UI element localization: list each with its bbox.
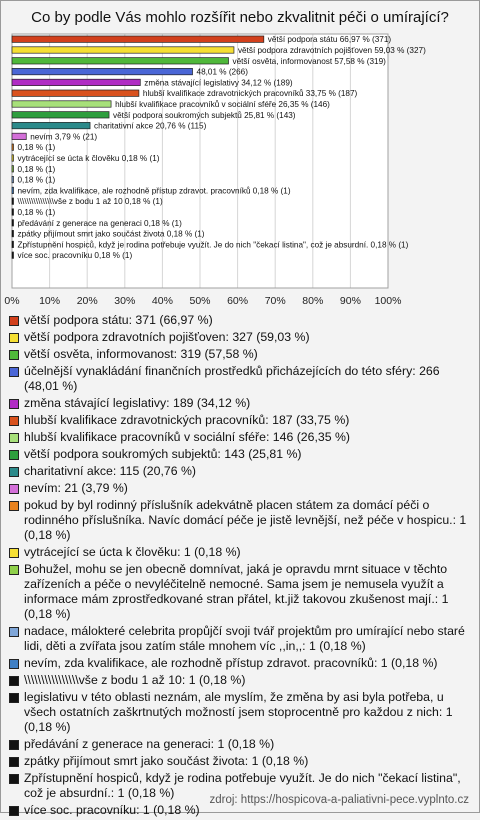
bar (12, 187, 14, 193)
legend-swatch (9, 484, 19, 494)
x-tick-label: 40% (151, 295, 173, 307)
bar (12, 122, 90, 128)
legend-label: pokud by byl rodinný příslušník adekvátně placen státem za domácí péči o rodinného příslušníka. Navíc domácí péče je jistě levnější, než péče v hospicu.: 1 (0,18 %) (24, 498, 467, 542)
bar (12, 252, 14, 258)
legend-label: zpátky přijímout smrt jako součást života: 1 (0,18 %) (24, 754, 309, 768)
bar (12, 90, 139, 96)
bar (12, 79, 140, 85)
legend-label: vytrácející se úcta k člověku: 1 (0,18 %) (24, 545, 241, 559)
bar (12, 220, 14, 226)
bar-label: zpátky přijímout smrt jako součást života 0,18 % (1) (17, 229, 205, 239)
legend-item (9, 690, 475, 735)
legend-label: charitativní akce: 115 (20,76 %) (24, 464, 197, 478)
x-tick-label: 70% (264, 295, 286, 307)
legend-label: Zpřístupnění hospiců, když je rodina potřebuje využít. Je do nich "čekací listina", což je absurdní.: 1 (0,18 %) (24, 771, 461, 800)
legend-swatch (9, 501, 19, 511)
legend-item (9, 413, 475, 428)
bar (12, 47, 234, 53)
legend-item (9, 347, 475, 362)
legend-item (9, 430, 475, 445)
legend-label: hlubší kvalifikace zdravotnických pracovníků: 187 (33,75 %) (24, 413, 350, 427)
bar-label: nevím 3,79 % (21) (30, 132, 98, 142)
legend-item (9, 656, 475, 671)
legend-label: větší podpora soukromých subjektů: 143 (25,81 %) (24, 447, 302, 461)
legend-item (9, 396, 475, 411)
bar (12, 166, 14, 172)
legend-swatch (9, 433, 19, 443)
bar (12, 101, 111, 107)
bar-label: hlubší kvalifikace pracovníků v sociální sféře 26,35 % (146) (115, 100, 330, 109)
legend-item (9, 754, 475, 769)
x-tick-label: 30% (114, 295, 136, 307)
legend-item (9, 673, 475, 688)
legend-swatch (9, 659, 19, 669)
legend-swatch (9, 806, 19, 816)
bar-label: větší podpora státu 66,97 % (371) (267, 35, 392, 45)
x-tick-label: 90% (339, 295, 361, 307)
legend-swatch (9, 367, 19, 377)
x-tick-label: 10% (39, 295, 61, 307)
bar (12, 241, 14, 247)
legend-label: legislativu v této oblasti neznám, ale myslím, že změna by asi byla potřeba, u všech ostatních zaškrtnutých možností jsem stoprocentně pro každou z nich: 1 (0,18 %) (24, 690, 453, 734)
bar-label: větší osvěta, informovanost 57,58 % (319) (232, 56, 386, 66)
bar-label: \\\\\\\\\\\\\\\\vše z bodu 1 až 10 0,18 % (1) (17, 197, 163, 207)
bar-chart-plot (1, 1, 479, 311)
bar (12, 198, 14, 204)
bar-label: hlubší kvalifikace zdravotnických pracovníků 33,75 % (187) (142, 89, 358, 99)
legend-swatch (9, 416, 19, 426)
legend-swatch (9, 565, 19, 575)
legend-swatch (9, 333, 19, 343)
legend-label: větší podpora zdravotních pojišťoven: 327 (59,03 %) (24, 330, 310, 344)
bar-label: vytrácející se úcta k člověku 0,18 % (1) (17, 154, 160, 163)
legend-label: nadace, málokteré celebrita propůjčí svoji tvář projektům pro umírající nebo staré lidi, děti a zvířata jsou zatím stále mnohem víc ,,in,,: 1 (0,18 %) (24, 624, 465, 653)
legend-label: účelnější vynakládání finančních prostředků přicházejících do této sféry: 266 (48,01 %) (24, 364, 440, 393)
chart-legend (9, 313, 475, 820)
x-tick-label: 80% (302, 295, 324, 307)
x-tick-label: 50% (189, 295, 211, 307)
bar-label: větší podpora soukromých subjektů 25,81 % (143) (113, 110, 296, 120)
chart-title: Co by podle Vás mohlo rozšířit nebo zkvalitnit péči o umírající? (31, 9, 449, 26)
bar-label: 0,18 % (1) (17, 143, 56, 153)
bar (12, 112, 109, 118)
legend-swatch (9, 676, 19, 686)
legend-label: větší osvěta, informovanost: 319 (57,58 %) (24, 347, 258, 361)
legend-label: více soc. pracovníku: 1 (0,18 %) (24, 803, 200, 817)
bar-label: 0,18 % (1) (17, 208, 56, 217)
legend-label: předávání z generace na generaci: 1 (0,18 %) (24, 737, 275, 751)
legend-item (9, 562, 475, 622)
bar (12, 176, 14, 182)
legend-item (9, 447, 475, 462)
bar-label: předávání z generace na generaci 0,18 % (1) (17, 218, 182, 228)
legend-item (9, 498, 475, 543)
legend-swatch (9, 757, 19, 767)
legend-swatch (9, 467, 19, 477)
x-tick-label: 0% (4, 295, 20, 307)
legend-label: větší podpora státu: 371 (66,97 %) (24, 313, 213, 327)
bar (12, 209, 14, 215)
legend-swatch (9, 693, 19, 703)
bar-label: Zpřístupnění hospiců, když je rodina potřebuje využít. Je do nich "čekací listina", což je absurdní. 0,18 % (1) (17, 240, 409, 250)
legend-item (9, 464, 475, 479)
bar (12, 58, 229, 64)
bar (12, 68, 193, 74)
bar-label: větší podpora zdravotních pojišťoven 59,03 % (327) (237, 46, 426, 55)
bar (12, 155, 14, 161)
legend-label: \\\\\\\\\\\\\\\\vše z bodu 1 až 10: 1 (0,18 %) (24, 673, 246, 687)
legend-label: hlubší kvalifikace pracovníků v sociální sféře: 146 (26,35 %) (24, 430, 351, 444)
legend-item (9, 364, 475, 394)
bar (12, 230, 14, 236)
legend-swatch (9, 548, 19, 558)
legend-label: změna stávající legislativy: 189 (34,12 %) (24, 396, 251, 410)
bar (12, 144, 14, 150)
bar-label: 0,18 % (1) (17, 175, 56, 185)
bar-label: 48,01 % (266) (196, 67, 248, 77)
bar-label: nevím, zda kvalifikace, ale rozhodně přístup zdravot. pracovníků 0,18 % (1) (17, 186, 291, 196)
legend-swatch (9, 774, 19, 784)
legend-label: nevím: 21 (3,79 %) (24, 481, 128, 495)
legend-item (9, 481, 475, 496)
bar (12, 36, 264, 42)
legend-swatch (9, 350, 19, 360)
legend-swatch (9, 316, 19, 326)
legend-item (9, 330, 475, 345)
legend-swatch (9, 450, 19, 460)
source-label: zdroj: https://hospicova-a-paliativni-pece.vyplnto.cz (209, 794, 469, 806)
bar-label: 0,18 % (1) (17, 164, 56, 174)
bar (12, 133, 26, 139)
bar-label: charitativní akce 20,76 % (115) (94, 121, 207, 131)
legend-label: nevím, zda kvalifikace, ale rozhodně přístup zdravot. pracovníků: 1 (0,18 %) (24, 656, 438, 670)
x-tick-label: 20% (76, 295, 98, 307)
legend-item (9, 313, 475, 328)
legend-swatch (9, 627, 19, 637)
legend-label: Bohužel, mohu se jen obecně domnívat, jaká je opravdu mrnt situace v těchto zařízeních a péče o nevyléčitelně nemocné. Sama jsem je nemusela využít a informace mám zprostředkované stran přátel, kt.již takovou zkušenost mají.: 1 (0,18 %) (24, 562, 449, 621)
bar-label: změna stávající legislativy 34,12 % (189) (144, 78, 293, 88)
legend-item (9, 624, 475, 654)
legend-swatch (9, 399, 19, 409)
legend-swatch (9, 740, 19, 750)
legend-item (9, 737, 475, 752)
x-tick-label: 100% (374, 295, 402, 307)
bar-label: více soc. pracovníku 0,18 % (1) (17, 251, 133, 261)
x-tick-label: 60% (227, 295, 249, 307)
legend-item (9, 545, 475, 560)
